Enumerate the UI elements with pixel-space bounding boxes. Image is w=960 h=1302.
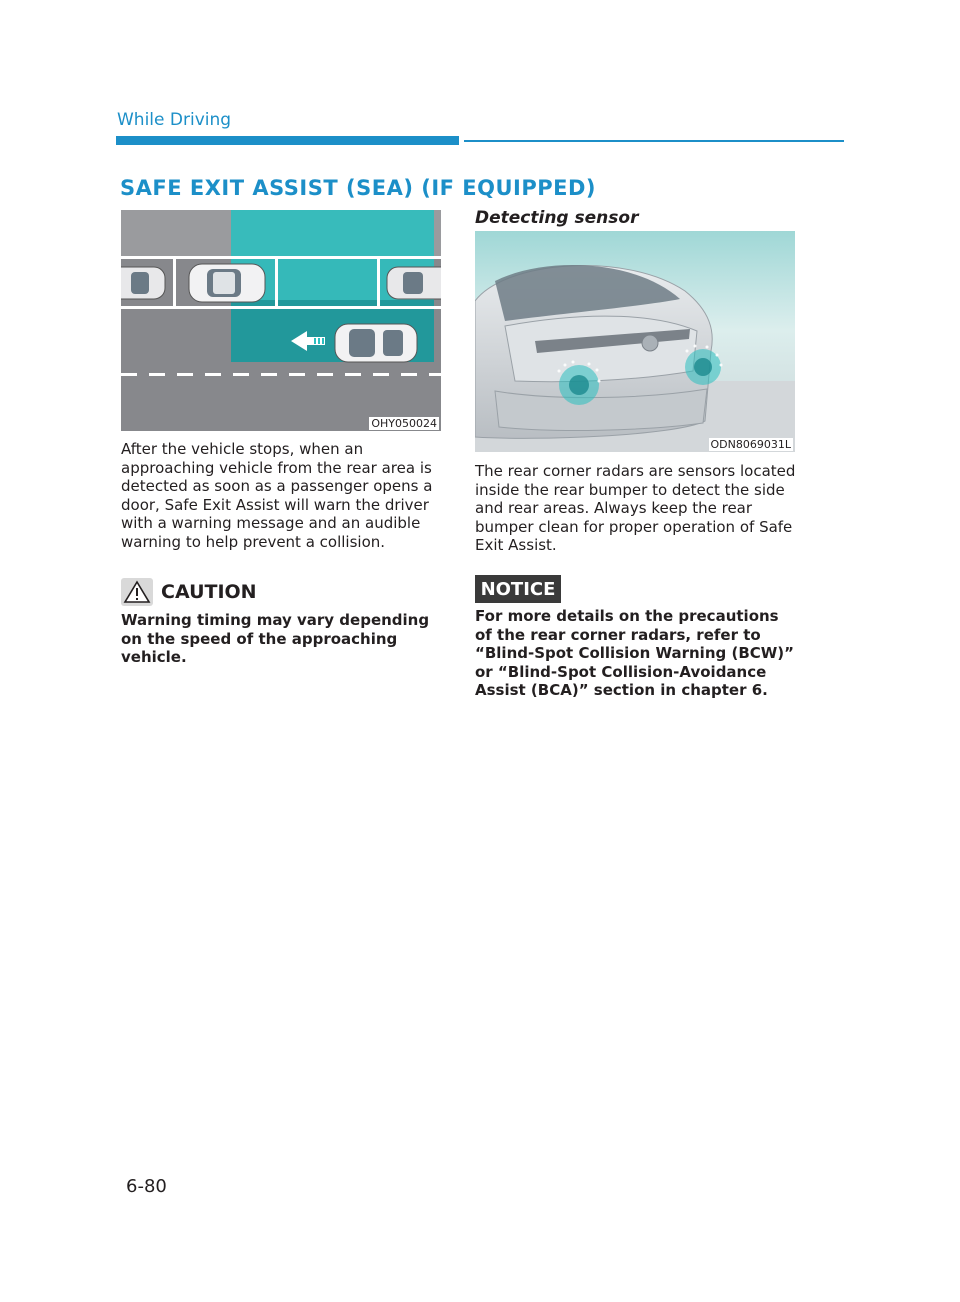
notice-label: NOTICE bbox=[475, 575, 561, 603]
parking-lot-diagram bbox=[121, 210, 441, 431]
running-header: While Driving bbox=[117, 110, 232, 130]
header-rule-thick bbox=[116, 136, 459, 145]
caution-label: CAUTION bbox=[161, 581, 257, 603]
header-rule-thin bbox=[464, 140, 844, 142]
page-number: 6-80 bbox=[126, 1176, 167, 1197]
notice-text: For more details on the precautions of the rear corner radars, refer to “Blind-Spot Collision Warning (BCW)” or “Blind-Spot Collision-Avoidance Assist (BCA)” section in chapter 6. bbox=[475, 607, 795, 699]
detecting-sensor-heading: Detecting sensor bbox=[475, 208, 639, 228]
safe-exit-assist-illustration bbox=[121, 210, 441, 431]
figure-code: ODN8069031L bbox=[710, 438, 791, 451]
caution-text: Warning timing may vary depending on the speed of the approaching vehicle. bbox=[121, 611, 430, 666]
caution-header bbox=[121, 578, 257, 606]
rear-bumper-illustration bbox=[475, 231, 795, 452]
warning-triangle-icon bbox=[121, 578, 153, 606]
section-title: SAFE EXIT ASSIST (SEA) (IF EQUIPPED) bbox=[120, 176, 597, 200]
figure-code: OHY050024 bbox=[371, 417, 437, 430]
right-paragraph: The rear corner radars are sensors located inside the rear bumper to detect the side and rear areas. Always keep the rear bumper clean for proper operation of Safe Exit Assist. bbox=[475, 462, 796, 554]
left-paragraph: After the vehicle stops, when an approaching vehicle from the rear area is detected as soon as a passenger opens a door, Safe Exit Assist will warn the driver with a warning message and an audible warning to help prevent a collision. bbox=[121, 440, 433, 551]
rear-radar-photo bbox=[475, 231, 795, 452]
